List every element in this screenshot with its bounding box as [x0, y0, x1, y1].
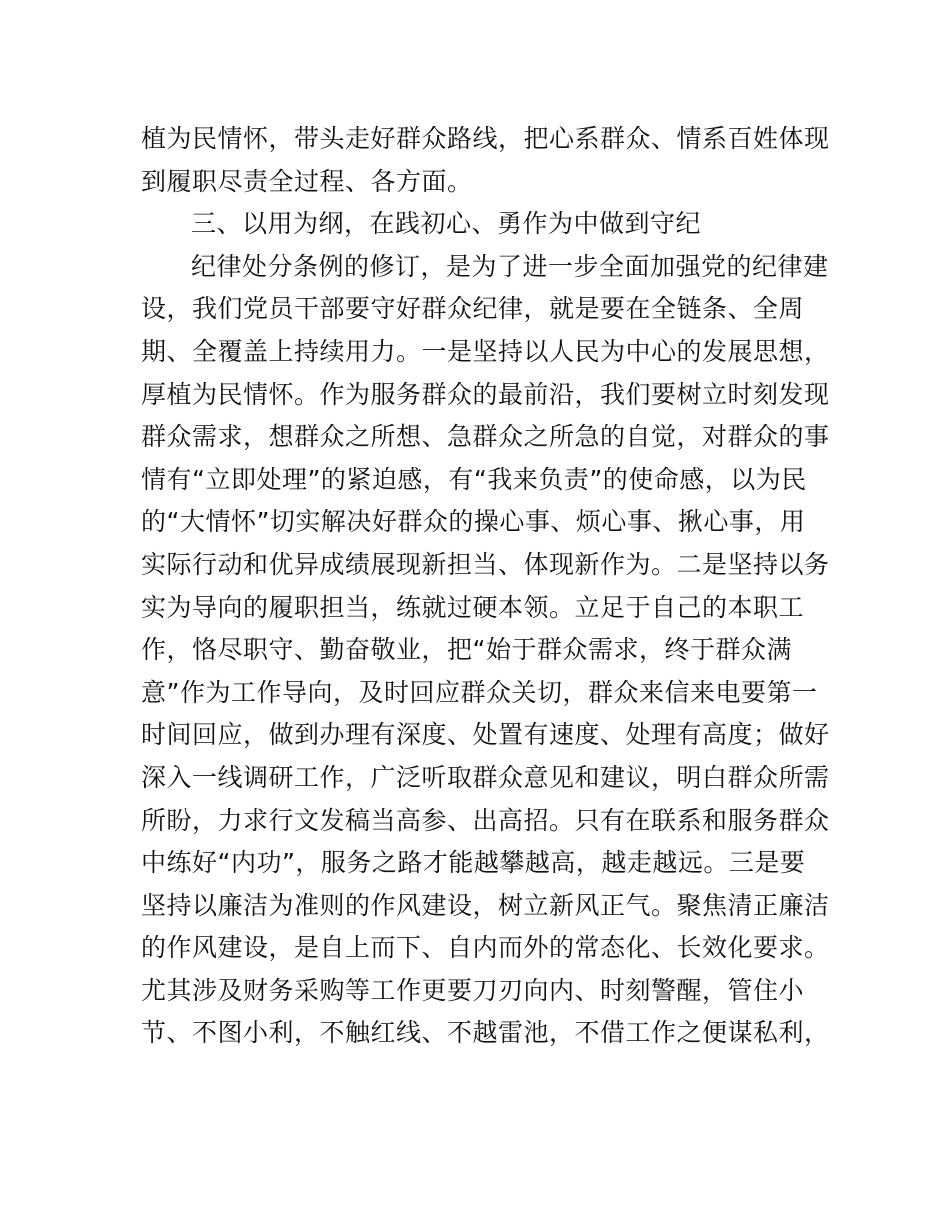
text-line: 节、不图小利，不触红线、不越雷池，不借工作之便谋私利， — [141, 1018, 830, 1048]
text-line: 纪律处分条例的修订，是为了进一步全面加强党的纪律建 — [191, 251, 829, 281]
text-line: 的作风建设，是自上而下、自内而外的常态化、长效化要求。 — [141, 933, 830, 963]
text-line: 中练好“内功”，服务之路才能越攀越高，越走越远。三是要 — [141, 848, 806, 878]
text-line: 群众需求，想群众之所想、急群众之所急的自觉，对群众的事 — [141, 422, 830, 452]
text-line: 设，我们党员干部要守好群众纪律，就是要在全链条、全周 — [141, 294, 805, 324]
text-line: 实为导向的履职担当，练就过硬本领。立足于自己的本职工 — [141, 592, 805, 622]
text-line: 意”作为工作导向，及时回应群众关切，群众来信来电要第一 — [141, 677, 818, 707]
text-line: 实际行动和优异成绩展现新担当、体现新作为。二是坚持以务 — [141, 549, 830, 579]
text-line: 厚植为民情怀。作为服务群众的最前沿，我们要树立时刻发现 — [141, 379, 830, 409]
section-heading: 三、以用为纲，在践初心、勇作为中做到守纪 — [191, 209, 702, 239]
text-line: 到履职尽责全过程、各方面。 — [141, 166, 473, 196]
text-line: 植为民情怀，带头走好群众路线，把心系群众、情系百姓体现 — [141, 124, 830, 153]
text-line: 时间回应，做到办理有深度、处置有速度、处理有高度；做好 — [141, 720, 830, 750]
text-line: 作，恪尽职守、勤奋敬业，把“始于群众需求，终于群众满 — [141, 635, 792, 665]
document-body — [141, 118, 830, 1055]
text-line: 深入一线调研工作，广泛听取群众意见和建议，明白群众所需 — [141, 762, 830, 792]
text-line: 期、全覆盖上持续用力。一是坚持以人民为中心的发展思想， — [141, 336, 830, 366]
text-line: 的“大情怀”切实解决好群众的操心事、烦心事、揪心事，用 — [141, 507, 806, 537]
text-line: 坚持以廉洁为准则的作风建设，树立新风正气。聚焦清正廉洁 — [141, 890, 830, 920]
text-line: 尤其涉及财务采购等工作更要刀刃向内、时刻警醒，管住小 — [141, 975, 805, 1005]
text-line: 情有“立即处理”的紧迫感，有“我来负责”的使命感，以为民 — [141, 464, 807, 494]
text-line: 所盼，力求行文发稿当高参、出高招。只有在联系和服务群众 — [141, 805, 830, 835]
